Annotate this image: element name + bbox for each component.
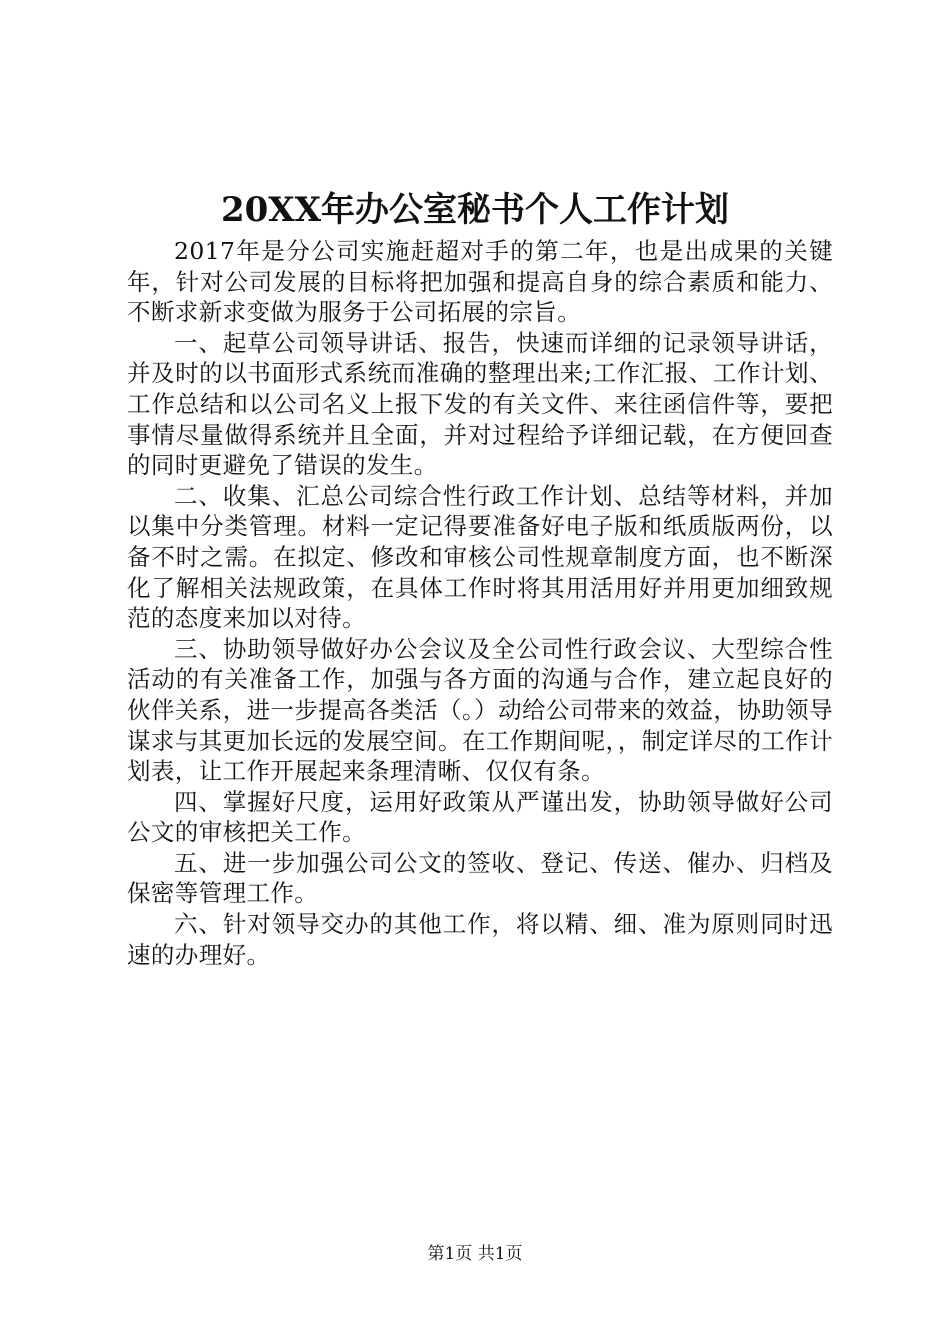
paragraph-item-2: 二、收集、汇总公司综合性行政工作计划、总结等材料，并加以集中分类管理。材料一定记得要准备好电子版和纸质版两份，以备不时之需。在拟定、修改和审核公司性规章制度方面，也不断深化了解相关法规政策，在具体工作时将其用活用好并用更加细致规范的态度来加以对待。 (127, 481, 833, 633)
document-body (127, 236, 833, 970)
page-footer: 第1页 共1页 (427, 1244, 523, 1264)
paragraph-item-5: 五、进一步加强公司公文的签收、登记、传送、催办、归档及保密等管理工作。 (127, 848, 833, 908)
paragraph-item-1: 一、起草公司领导讲话、报告，快速而详细的记录领导讲话，并及时的以书面形式系统而准确的整理出来;工作汇报、工作计划、工作总结和以公司名义上报下发的有关文件、来往函信件等，要把事情尽量做得系统并且全面，并对过程给予详细记载，在方便回查的同时更避免了错误的发生。 (127, 328, 833, 480)
document-title: 20XX年办公室秘书个人工作计划 (220, 190, 730, 230)
paragraph-item-3: 三、协助领导做好办公会议及全公司性行政会议、大型综合性活动的有关准备工作，加强与各方面的沟通与合作，建立起良好的伙伴关系，进一步提高各类活（。）动给公司带来的效益，协助领导谋求与其更加长远的发展空间。在工作期间呢，，制定详尽的工作计划表，让工作开展起来条理清晰、仅仅有条。 (127, 634, 833, 786)
paragraph-intro: 2017年是分公司实施赶超对手的第二年，也是出成果的关键年，针对公司发展的目标将把加强和提高自身的综合素质和能力、不断求新求变做为服务于公司拓展的宗旨。 (127, 237, 833, 327)
paragraph-item-6: 六、针对领导交办的其他工作，将以精、细、准为原则同时迅速的办理好。 (127, 910, 833, 969)
paragraph-item-4: 四、掌握好尺度，运用好政策从严谨出发，协助领导做好公司公文的审核把关工作。 (127, 787, 833, 847)
